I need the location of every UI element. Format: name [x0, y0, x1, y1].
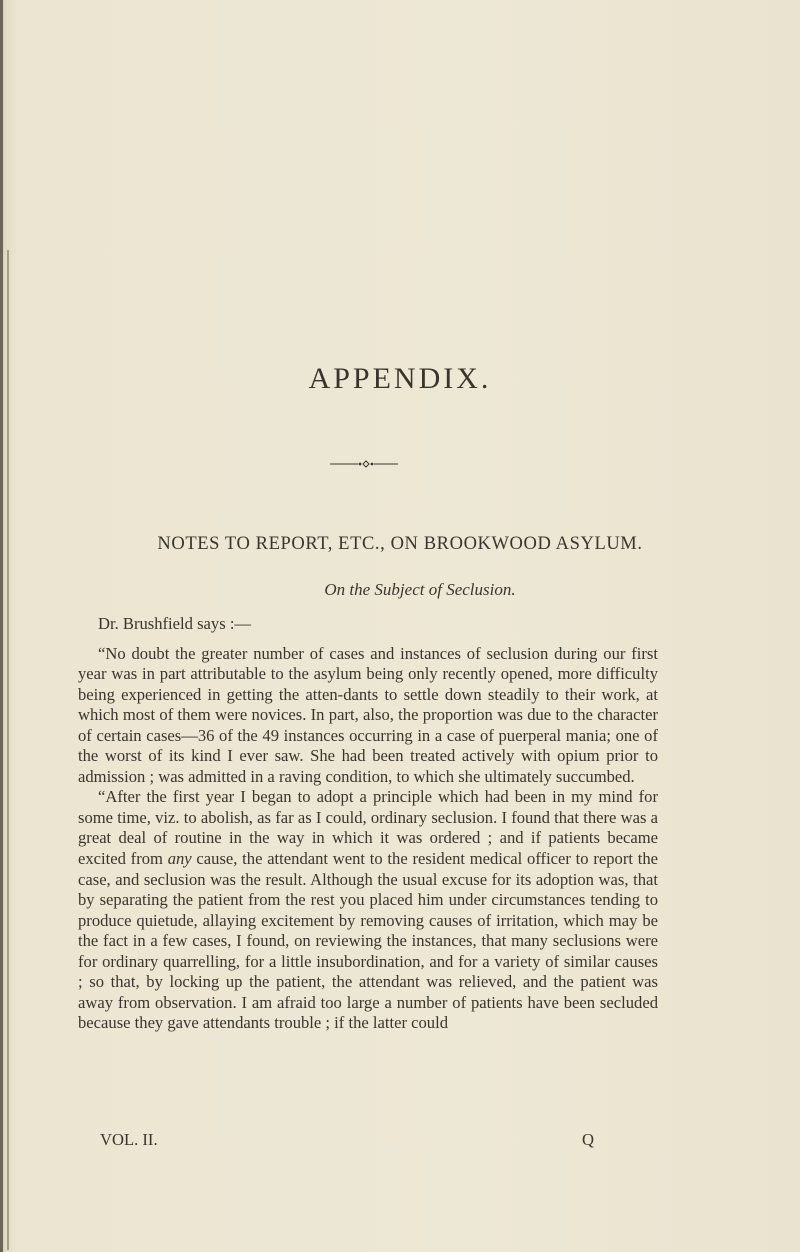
book-spine-edge	[0, 0, 3, 1252]
paragraph-2	[78, 787, 658, 1034]
paragraph-2-after: cause, the attendant went to the resident medical officer to report the case, and seclusion was the result. Although the usual excuse for its adoption was, that by separating the patient from the rest you placed him under circumstances tending to produce quietude, allaying excitement by removing causes of irritation, which may be the fact in a few cases, I found, on reviewing the instances, that many seclusions were for ordinary quarrelling, for a little insubordination, and for a variety of similar causes ; so that, by locking up the patient, the attendant was relieved, and the patient was away from observation. I am afraid too large a number of patients have been secluded because they gave attendants trouble ; if the latter could	[78, 849, 658, 1033]
section-subtitle: On the Subject of Seclusion.	[324, 580, 516, 599]
page-footer	[100, 1130, 594, 1150]
fleuron-rule-icon	[328, 456, 400, 472]
paragraph-2-before: “After the first year I began to adopt a principle which had been in my mind for some time, viz. to abolish, as far as I could, ordinary seclusion. I found that there was a great deal of routine in the way in which it was ordered ; and if patients became excited from	[78, 787, 658, 869]
body-text	[78, 614, 658, 1034]
appendix-title: APPENDIX.	[308, 362, 492, 395]
book-gutter-line	[7, 250, 9, 1250]
section-title: NOTES TO REPORT, ETC., ON BROOKWOOD ASYLUM.	[157, 534, 643, 554]
signature-mark: Q	[582, 1130, 594, 1149]
paragraph-1: “No doubt the greater number of cases and instances of seclusion during our first year was in part attributable to the asylum being only recently opened, more difficulty being experienced in getting the atten-dants to settle down steadily to their work, at which most of them were novices. In part, also, the proportion was due to the character of certain cases—36 of the 49 instances occurring in a case of puerperal mania; one of the worst of its kind I ever saw. She had been treated actively with opium prior to admission ; was admitted in a raving condition, to which she ultimately succumbed.	[78, 643, 658, 786]
intro-line: Dr. Brushfield says :—	[98, 614, 252, 633]
paragraph-2-emphasis: any	[167, 849, 192, 869]
volume-label: VOL. II.	[100, 1130, 158, 1149]
